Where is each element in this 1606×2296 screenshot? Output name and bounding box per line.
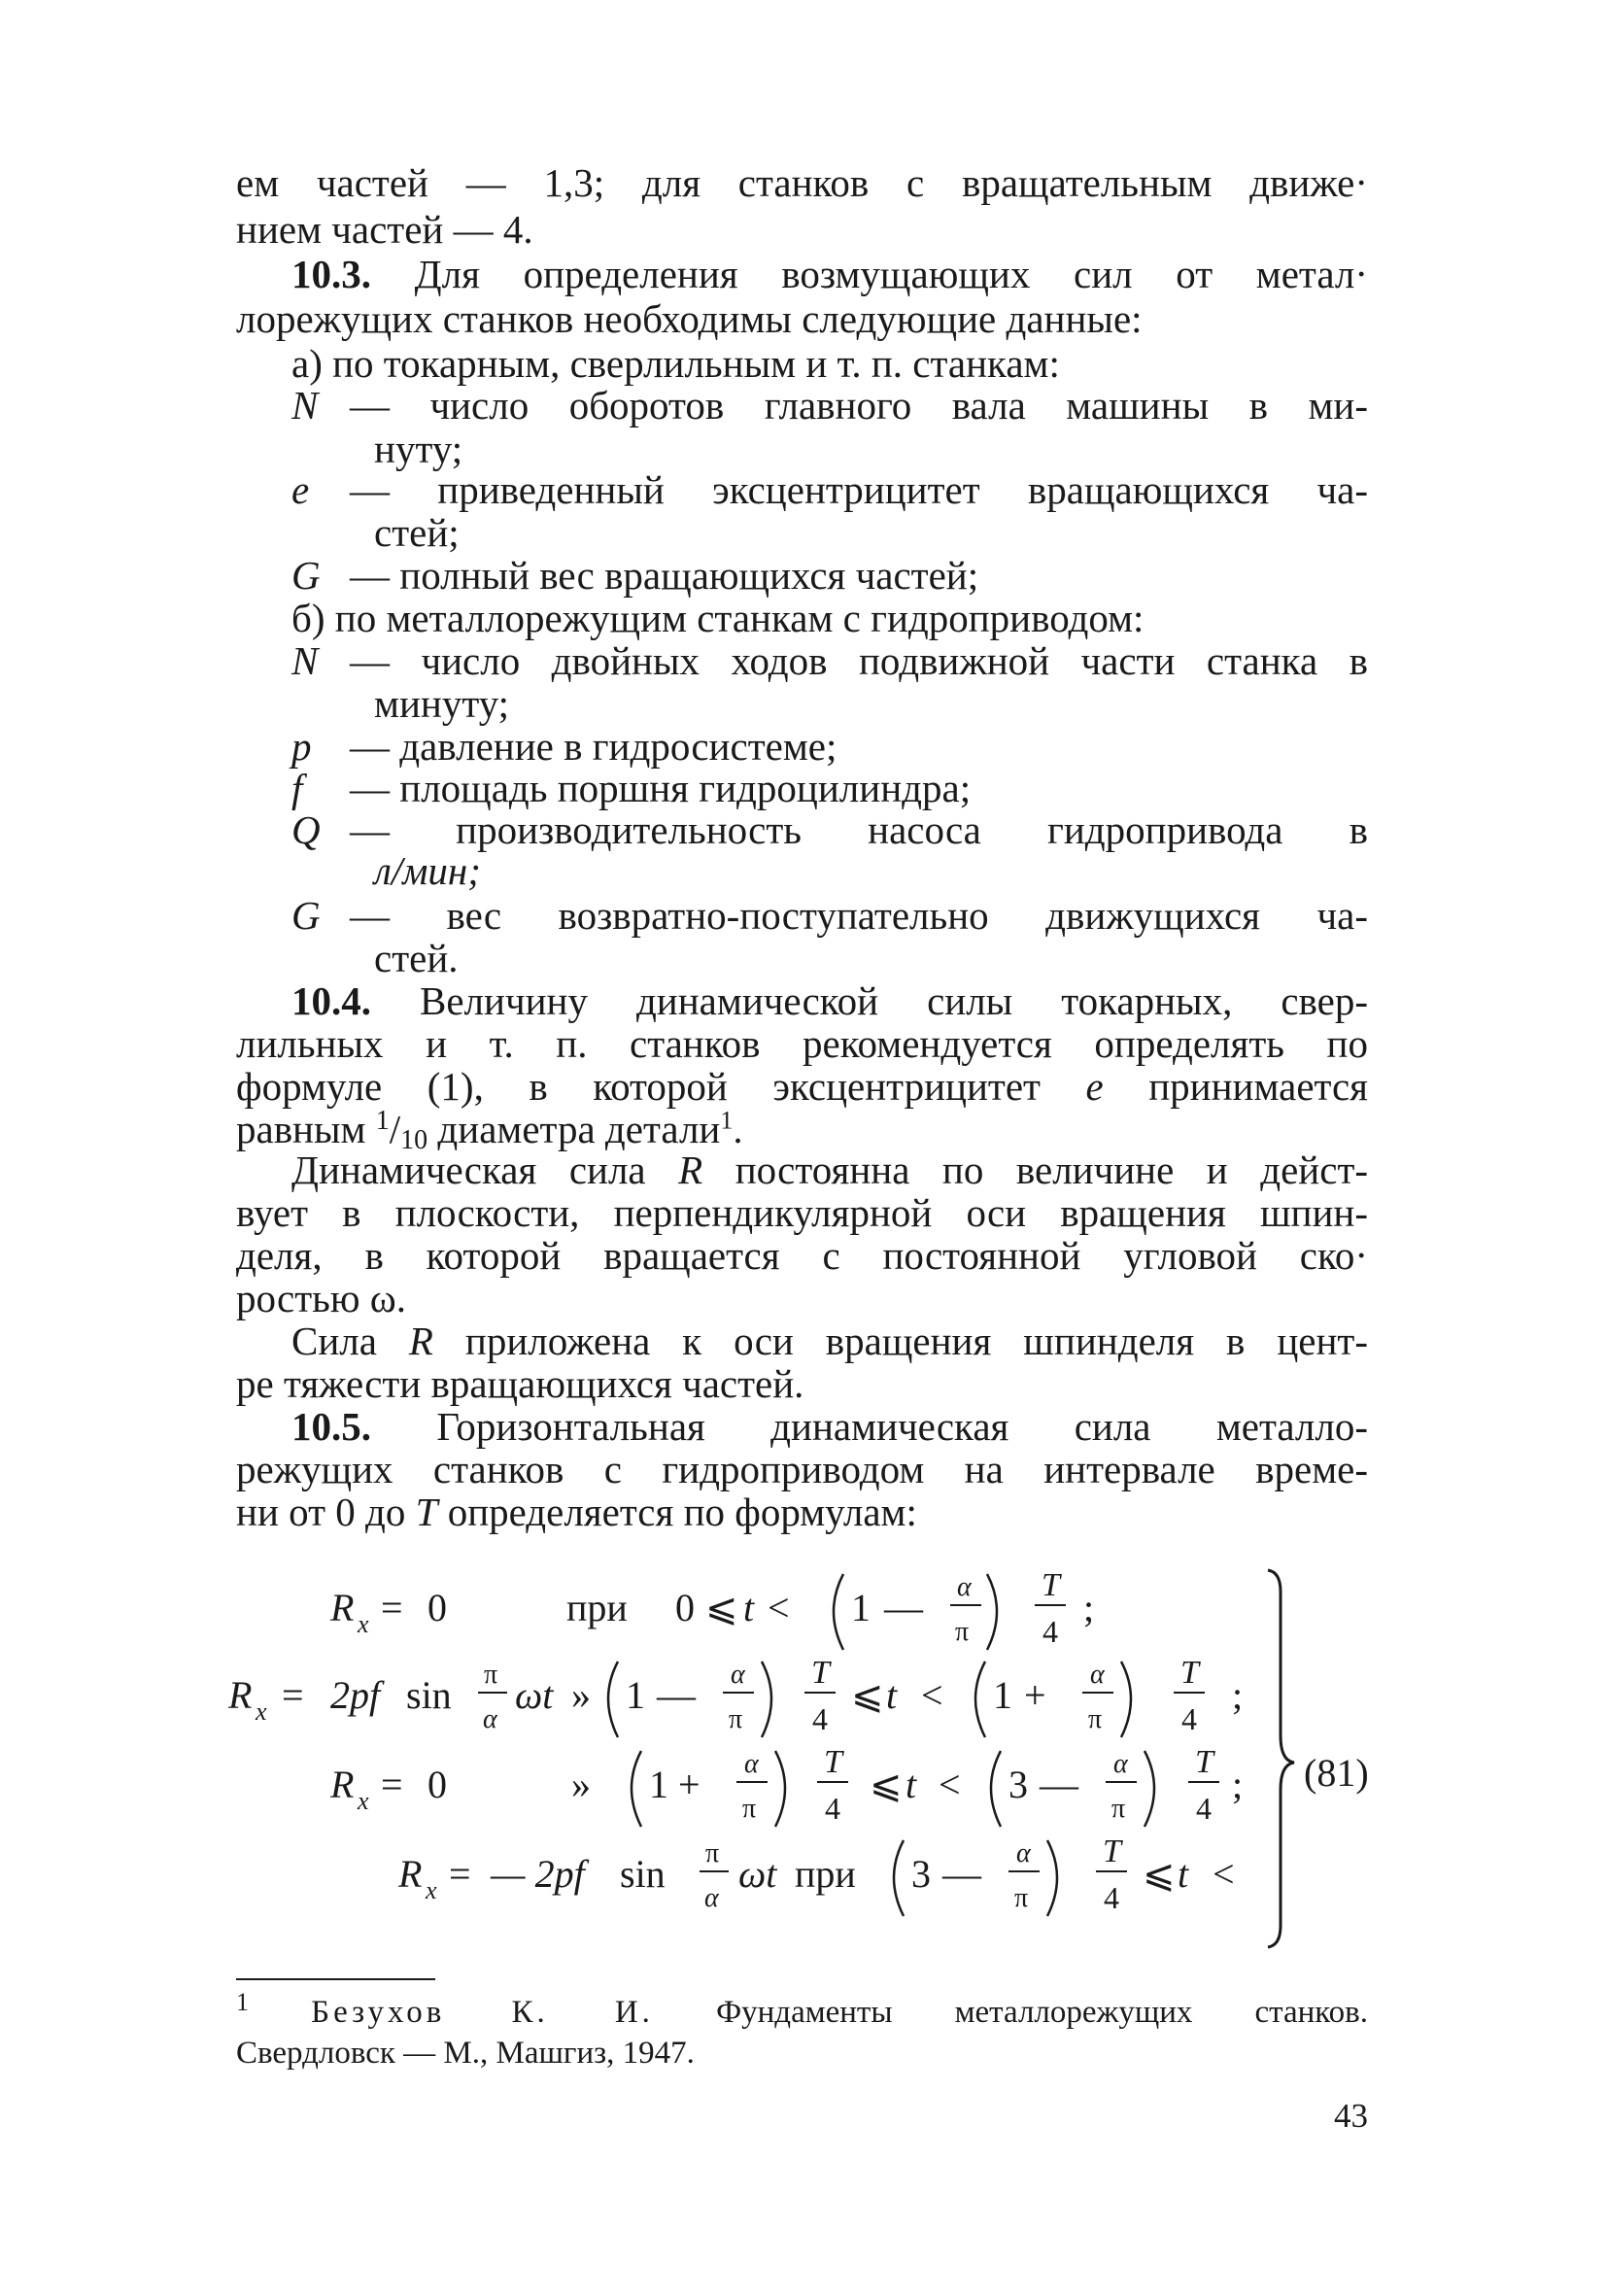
footnote-mark: 1 (236, 1988, 249, 2016)
pi: π (1111, 1794, 1126, 1824)
equals: = (381, 1586, 403, 1629)
symbol-T: T (415, 1490, 438, 1534)
paren-right (1121, 1662, 1131, 1737)
paren-right (762, 1662, 771, 1737)
def-text: — число оборотов главного вала машины в ми- (350, 383, 1368, 428)
footnote-title: Фундаменты металлорежущих станков. (716, 1995, 1368, 2030)
pi: π (705, 1838, 720, 1868)
text-segment: Динамическая сила (291, 1148, 646, 1192)
def-symbol: e (291, 467, 310, 512)
t-var: t (1178, 1852, 1189, 1896)
formula-row-3 (329, 1744, 1243, 1827)
leq: ⩽ (870, 1763, 903, 1806)
def-item (291, 723, 1368, 770)
def-continuation: стей. (374, 936, 459, 980)
text-line: нием частей — 4. (236, 207, 533, 252)
def-symbol: G (291, 893, 321, 938)
alpha: α (731, 1660, 745, 1690)
text-line: деля, в которой вращается с постоянной угловой ско· (236, 1233, 1368, 1278)
def-text: — производительность насоса гидропривода в (350, 807, 1368, 852)
alpha: α (1016, 1838, 1031, 1868)
paren-left (991, 1751, 1001, 1827)
T-var: T (1180, 1655, 1199, 1691)
def-item (291, 765, 1368, 811)
rx-symbol: R (228, 1673, 253, 1717)
text-line: вует в плоскости, перпендикулярной оси вращения шпин- (236, 1190, 1368, 1235)
leq: ⩽ (851, 1673, 884, 1717)
section-text: Для определения возмущающих сил от метал· (414, 252, 1368, 296)
section-number: 10.3. (291, 252, 371, 296)
one: 1 (993, 1673, 1012, 1717)
equals: = (381, 1763, 403, 1806)
equation-number: (81) (1304, 1751, 1369, 1795)
paren-left (834, 1574, 843, 1650)
minus: — (942, 1852, 981, 1896)
text-line (291, 1318, 1368, 1364)
sin: sin (406, 1673, 452, 1717)
def-text: — вес возвратно-поступательно движущихся ча- (350, 893, 1368, 938)
section-text: Горизонтальная динамическая сила металло- (436, 1404, 1369, 1449)
pri-word: при (795, 1852, 856, 1896)
three: 3 (911, 1852, 931, 1896)
t-var: t (906, 1763, 917, 1806)
formula-row-4 (397, 1833, 1235, 1916)
equals: = (449, 1852, 471, 1896)
text-segment: постоянна по величине и дейст- (735, 1148, 1369, 1192)
text-line: равным $^1$/10 диаметра детали$^1$. (236, 1106, 743, 1155)
text-line: ре тяжести вращающихся частей. (236, 1361, 804, 1406)
lt: < (1213, 1852, 1235, 1896)
lt: < (921, 1673, 943, 1717)
section-10-4-heading (291, 977, 1368, 1024)
omega-t: ωt (738, 1852, 777, 1896)
rx-subscript: x (358, 1787, 369, 1815)
four: 4 (1196, 1791, 1212, 1826)
t-var: t (743, 1586, 755, 1629)
ditto-mark: » (571, 1763, 591, 1806)
rx-subscript: x (426, 1876, 437, 1904)
leq: ⩽ (705, 1586, 738, 1629)
text-line (236, 1063, 1368, 1110)
rx-subscript: x (256, 1697, 267, 1726)
def-item (291, 382, 1368, 428)
alpha: α (1113, 1749, 1128, 1779)
def-text: — давление в гидросистеме; (350, 724, 837, 769)
text-segment: определяется по формулам: (447, 1490, 917, 1534)
plus: + (678, 1763, 700, 1806)
leq: ⩽ (1143, 1852, 1176, 1896)
paren-left (975, 1662, 985, 1737)
zero: 0 (427, 1586, 447, 1629)
def-item (291, 552, 1368, 599)
footnote-rule (236, 1978, 435, 1980)
def-item (291, 466, 1368, 513)
def-symbol: N (291, 638, 319, 683)
text-line (291, 1147, 1368, 1193)
T-var: T (1042, 1567, 1060, 1603)
def-symbol: G (291, 553, 321, 598)
fraction-numerator: 1 (375, 1106, 390, 1136)
omega-t: ωt (515, 1673, 554, 1717)
def-item (291, 806, 1368, 853)
four: 4 (812, 1701, 828, 1736)
rx-symbol: R (330, 1763, 355, 1806)
paren-left (608, 1662, 618, 1737)
def-symbol: p (291, 724, 312, 769)
text-line: режущих станков с гидроприводом на интервале време- (236, 1447, 1368, 1491)
text-line: лильных и т. п. станков рекомендуется определять по (236, 1021, 1368, 1066)
pi: π (742, 1794, 757, 1824)
four: 4 (825, 1791, 840, 1826)
one: 1 (626, 1673, 645, 1717)
zero: 0 (427, 1763, 447, 1806)
right-brace (1268, 1570, 1294, 1947)
fraction-denominator: 10 (400, 1125, 428, 1155)
text-segment: диаметра детали (437, 1107, 721, 1151)
paren-right (1047, 1840, 1057, 1916)
semicolon: ; (1232, 1763, 1244, 1806)
ditto-mark: » (571, 1673, 591, 1717)
def-symbol: f (291, 766, 303, 810)
def-continuation: минуту; (374, 681, 510, 726)
formula-81 (0, 1545, 1606, 1972)
equals: = (282, 1673, 304, 1717)
footnote-ref: 1 (720, 1106, 734, 1135)
text-segment: . (733, 1107, 743, 1151)
section-number: 10.5. (291, 1404, 371, 1449)
section-text: Величину динамической силы токарных, свер- (420, 978, 1368, 1023)
T-var: T (1103, 1833, 1121, 1869)
text-segment: Сила (291, 1319, 377, 1363)
paren-left (894, 1840, 904, 1916)
lt: < (939, 1763, 961, 1806)
T-var: T (824, 1744, 842, 1780)
footnote-author: Безухов К. И. (311, 1995, 654, 2030)
semicolon: ; (1083, 1586, 1095, 1629)
text-line: ростью ω. (236, 1276, 406, 1320)
minus: — (1040, 1763, 1078, 1806)
sin: sin (620, 1852, 666, 1896)
pi: π (484, 1660, 498, 1690)
def-continuation: стей; (374, 510, 460, 555)
rx-subscript: x (358, 1610, 369, 1638)
alpha: α (957, 1572, 972, 1602)
pi: π (1014, 1883, 1029, 1913)
plus: + (1024, 1673, 1046, 1717)
def-text: — приведенный эксцентрицитет вращающихся ча- (350, 467, 1368, 512)
four: 4 (1042, 1614, 1058, 1649)
def-continuation: л/мин; (374, 848, 481, 893)
footnote-line-1 (236, 1988, 1368, 2033)
text-line: лорежущих станков необходимы следующие данные: (236, 296, 1143, 341)
T-var: T (811, 1655, 830, 1691)
lt: < (768, 1586, 790, 1629)
symbol-R: R (678, 1148, 703, 1192)
alpha: α (1090, 1660, 1105, 1690)
paren-right (1145, 1751, 1154, 1827)
def-continuation: нуту; (374, 427, 463, 471)
minus-two-pf: — 2pf (491, 1852, 585, 1896)
formula-row-1 (329, 1567, 1094, 1650)
alpha: α (744, 1749, 759, 1779)
page-number: 43 (1334, 2097, 1368, 2135)
def-symbol: Q (291, 807, 321, 852)
footnote-line-2: Свердловск — М., Машгиз, 1947. (236, 2036, 695, 2071)
two-pf: 2pf (330, 1673, 381, 1717)
text-line (236, 1489, 1368, 1535)
T-var: T (1195, 1744, 1213, 1780)
text-segment: формуле (1), в которой эксцентрицитет (236, 1064, 1041, 1109)
four: 4 (1181, 1701, 1197, 1736)
symbol-R: R (408, 1319, 433, 1363)
list-heading-a: а) по токарным, сверлильным и т. п. станкам: (291, 341, 1060, 386)
three: 3 (1008, 1763, 1028, 1806)
symbol-e: e (1085, 1064, 1104, 1109)
minus: — (657, 1673, 696, 1717)
text-segment: равным (236, 1107, 366, 1151)
one: 1 (649, 1763, 668, 1806)
pi: π (955, 1617, 970, 1647)
pri-word: при (566, 1586, 628, 1629)
t-var: t (886, 1673, 898, 1717)
def-symbol: N (291, 383, 319, 428)
rx-symbol: R (398, 1852, 423, 1896)
section-number: 10.4. (291, 978, 371, 1023)
alpha: α (704, 1883, 719, 1913)
section-10-5-heading (291, 1403, 1368, 1450)
def-text: — число двойных ходов подвижной части станка в (350, 638, 1368, 683)
formula-row-2 (227, 1655, 1243, 1737)
section-10-3-heading (291, 251, 1368, 297)
semicolon: ; (1232, 1673, 1244, 1717)
paren-right (987, 1574, 997, 1650)
alpha: α (483, 1704, 497, 1734)
paren-left (632, 1751, 641, 1827)
paren-right (775, 1751, 785, 1827)
text-segment: ни от 0 до (236, 1490, 406, 1534)
def-text: — полный вес вращающихся частей; (350, 553, 979, 598)
text-segment: приложена к оси вращения шпинделя в цент- (464, 1319, 1368, 1363)
def-item (291, 637, 1368, 684)
four: 4 (1104, 1880, 1119, 1915)
def-text: — площадь поршня гидроцилиндра; (350, 766, 972, 810)
pi: π (729, 1704, 743, 1734)
list-heading-b: б) по металлорежущим станкам с гидроприводом: (291, 596, 1145, 640)
def-item (291, 892, 1368, 939)
text-line: ем частей — 1,3; для станков с вращательным движе· (236, 160, 1368, 205)
one: 1 (851, 1586, 871, 1629)
zero: 0 (675, 1586, 695, 1629)
pi: π (1088, 1704, 1103, 1734)
minus: — (884, 1586, 923, 1629)
text-segment: принимается (1148, 1064, 1369, 1109)
rx-symbol: R (330, 1586, 355, 1629)
